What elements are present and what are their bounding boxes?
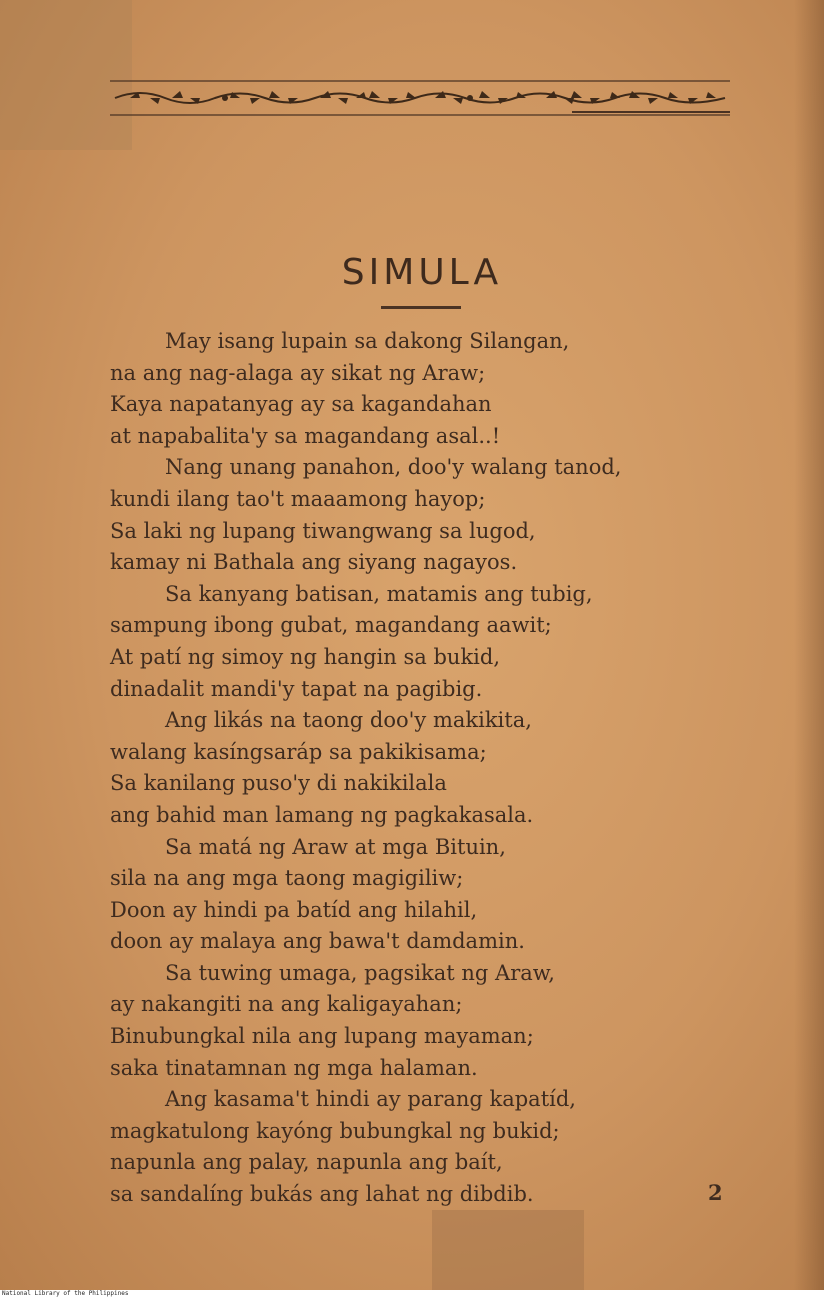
poem-line: at napabalita'y sa magandang asal..! <box>110 423 501 448</box>
poem-line: Ang kasama't hindi ay parang kapatíd, <box>165 1087 576 1112</box>
poem-line: May isang lupain sa dakong Silangan, <box>165 329 570 353</box>
page-edge <box>794 0 824 1290</box>
poem-line: At patí ng simoy ng hangin sa bukid, <box>110 644 501 669</box>
poem-line: sila na ang mga taong magigiliw; <box>110 866 464 891</box>
poem-line: Sa matá ng Araw at mga Bituin, <box>165 834 506 859</box>
poem-line: ay nakangiti na ang kaligayahan; <box>110 992 463 1017</box>
poem-line: saka tinatamnan ng mga halaman. <box>110 1055 478 1080</box>
poem-line: na ang nag-alaga ay sikat ng Araw; <box>110 360 486 385</box>
page-stain <box>0 0 132 150</box>
poem-line: Sa tuwing umaga, pagsikat ng Araw, <box>165 960 555 985</box>
page-title: SIMULA <box>341 252 503 293</box>
poem-line: kundi ilang tao't maaamong hayop; <box>110 486 486 511</box>
poem-line: Sa kanyang batisan, matamis ang tubig, <box>165 581 593 606</box>
footer-credit: National Library of the Philippines <box>2 1290 129 1297</box>
poem-line: Ang likás na taong doo'y makikita, <box>165 708 532 733</box>
poem-line: Doon ay hindi pa batíd ang hilahil, <box>110 897 478 922</box>
poem-line: sampung ibong gubat, magandang aawit; <box>110 613 552 638</box>
poem-line: Kaya napatanyag ay sa kagandahan <box>110 392 492 417</box>
poem-line: ang bahid man lamang ng pagkakasala. <box>110 802 534 827</box>
poem-line: doon ay malaya ang bawa't damdamin. <box>110 929 525 954</box>
title-underline <box>381 306 461 309</box>
poem-line: napunla ang palay, napunla ang baít, <box>110 1150 503 1175</box>
page-number: 2 <box>708 1180 723 1205</box>
poem-line: Nang unang panahon, doo'y walang tanod, <box>165 455 622 480</box>
poem-body <box>110 326 750 1211</box>
poem-line: sa sandalíng bukás ang lahat ng dibdib. <box>110 1182 534 1207</box>
decorative-vine-border <box>110 78 730 118</box>
poem-line: Sa kanilang puso'y di nakikilala <box>110 771 447 796</box>
poem-line: Binubungkal nila ang lupang mayaman; <box>110 1024 534 1049</box>
poem-line: walang kasíngsaráp sa pakikisama; <box>110 739 487 764</box>
page-stain <box>432 1210 584 1290</box>
poem-line: dinadalit mandi'y tapat na pagibig. <box>110 676 483 701</box>
poem-line: magkatulong kayóng bubungkal ng bukid; <box>110 1118 560 1143</box>
poem-line: Sa laki ng lupang tiwangwang sa lugod, <box>110 518 536 543</box>
poem-line: kamay ni Bathala ang siyang nagayos. <box>110 550 518 575</box>
